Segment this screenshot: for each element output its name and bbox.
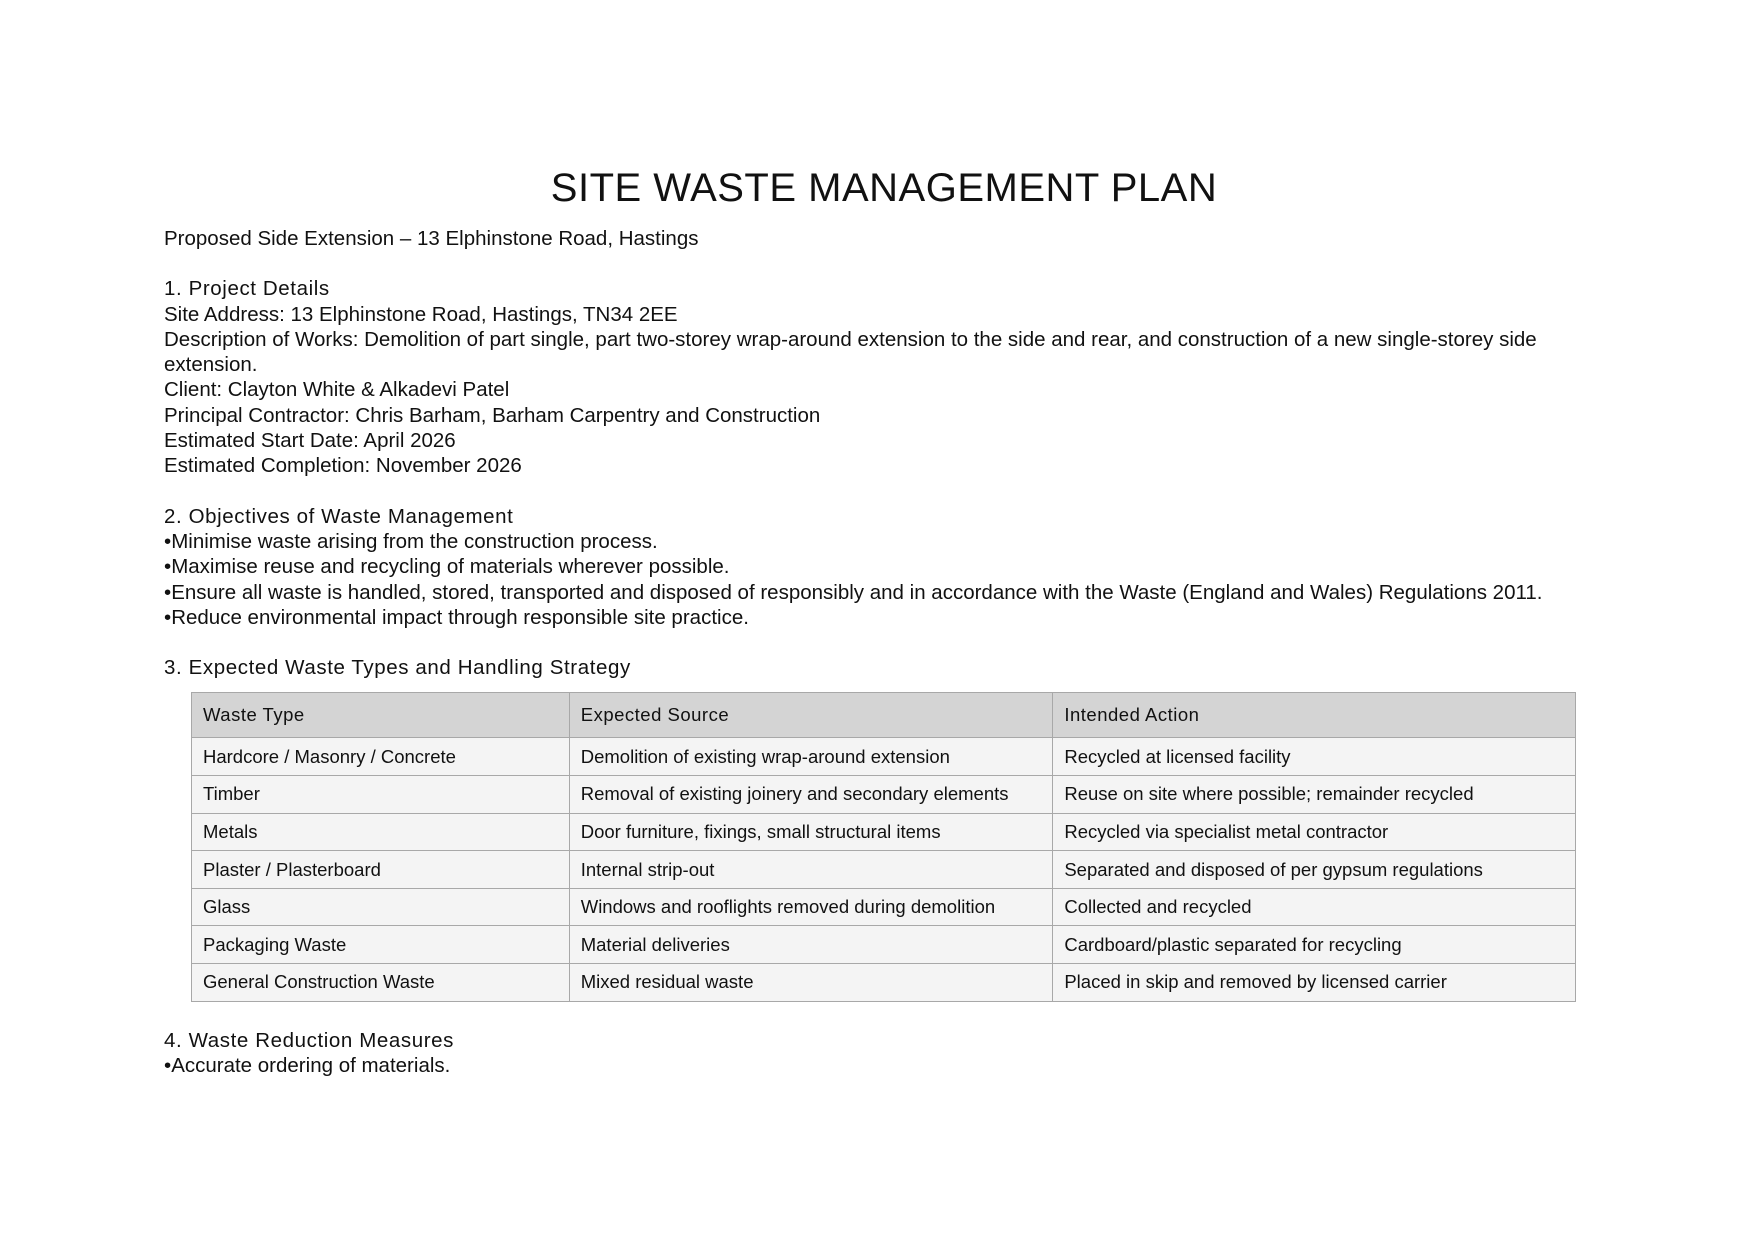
table-row [192,776,1576,814]
cell-intended-action: Collected and recycled [1053,888,1576,926]
cell-expected-source: Door furniture, fixings, small structural items [569,813,1053,851]
table-row [192,738,1576,776]
cell-intended-action: Placed in skip and removed by licensed carrier [1053,964,1576,1002]
table-row [192,964,1576,1002]
section-project-details [164,276,1604,478]
cell-intended-action: Reuse on site where possible; remainder recycled [1053,776,1576,814]
list-item: • Ensure all waste is handled, stored, transported and disposed of responsibly and in accordance with the Waste (England and Wales) Regulations 2011. [164,580,1604,605]
cell-expected-source: Windows and rooflights removed during demolition [569,888,1053,926]
principal-contractor: Principal Contractor: Chris Barham, Barham Carpentry and Construction [164,403,821,427]
estimated-completion: Estimated Completion: November 2026 [164,454,522,478]
section-heading: 4. Waste Reduction Measures [164,1028,455,1052]
waste-types-table [191,692,1576,1001]
list-item: • Maximise reuse and recycling of materials wherever possible. [164,554,1604,579]
description-of-works: Description of Works: Demolition of part single, part two-storey wrap-around extension to the side and rear, and construction of a new single-storey side extension. [164,327,1537,377]
cell-intended-action: Separated and disposed of per gypsum regulations [1053,851,1576,889]
section-heading: 3. Expected Waste Types and Handling Strategy [164,656,631,680]
cell-waste-type: Timber [192,776,570,814]
document-page [164,160,1604,1078]
cell-expected-source: Internal strip-out [569,851,1053,889]
cell-intended-action: Cardboard/plastic separated for recycling [1053,926,1576,964]
objectives-list [164,529,1604,630]
section-waste-types [164,655,1604,1001]
cell-expected-source: Material deliveries [569,926,1053,964]
cell-waste-type: Hardcore / Masonry / Concrete [192,738,570,776]
document-subtitle: Proposed Side Extension – 13 Elphinstone Road, Hastings [164,227,699,250]
column-header-expected-source: Expected Source [569,693,1053,738]
section-heading: 1. Project Details [164,277,330,301]
cell-expected-source: Mixed residual waste [569,964,1053,1002]
client: Client: Clayton White & Alkadevi Patel [164,378,510,402]
table-row [192,813,1576,851]
cell-waste-type: General Construction Waste [192,964,570,1002]
cell-intended-action: Recycled via specialist metal contractor [1053,813,1576,851]
list-item: • Accurate ordering of materials. [164,1053,1604,1078]
list-item: • Reduce environmental impact through responsible site practice. [164,605,1604,630]
cell-waste-type: Glass [192,888,570,926]
cell-expected-source: Removal of existing joinery and secondary elements [569,776,1053,814]
document-title: SITE WASTE MANAGEMENT PLAN [550,166,1218,210]
table-row [192,888,1576,926]
reduction-measures-list [164,1053,1604,1078]
table-header-row [192,693,1576,738]
section-waste-reduction [164,1028,1604,1079]
section-heading: 2. Objectives of Waste Management [164,504,514,528]
column-header-intended-action: Intended Action [1053,693,1576,738]
list-item: • Minimise waste arising from the construction process. [164,529,1604,554]
estimated-start-date: Estimated Start Date: April 2026 [164,429,456,453]
table-row [192,926,1576,964]
cell-waste-type: Packaging Waste [192,926,570,964]
cell-waste-type: Metals [192,813,570,851]
site-address: Site Address: 13 Elphinstone Road, Hastings, TN34 2EE [164,302,678,326]
table-row [192,851,1576,889]
column-header-waste-type: Waste Type [192,693,570,738]
cell-intended-action: Recycled at licensed facility [1053,738,1576,776]
cell-waste-type: Plaster / Plasterboard [192,851,570,889]
section-objectives [164,504,1604,630]
cell-expected-source: Demolition of existing wrap-around extension [569,738,1053,776]
